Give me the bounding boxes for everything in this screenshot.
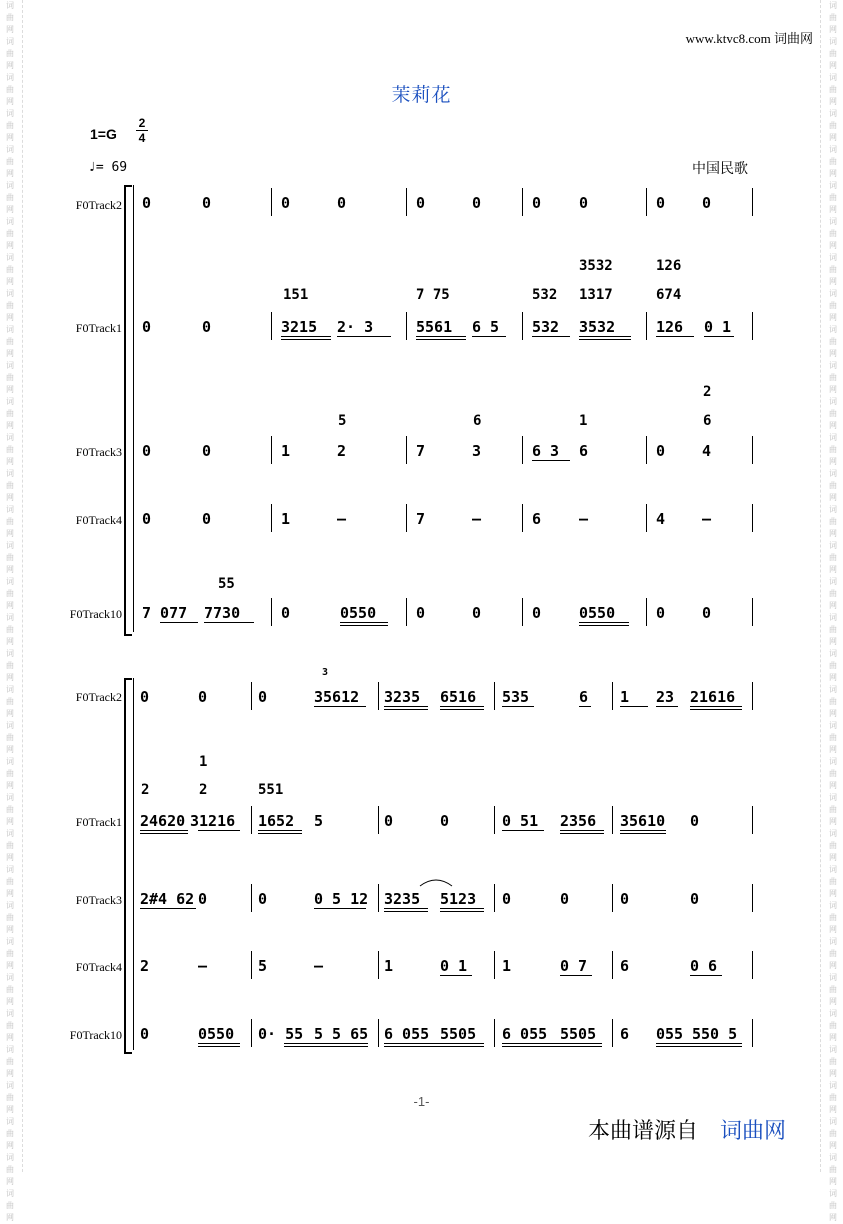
barline <box>522 504 523 532</box>
beam <box>284 1043 368 1044</box>
note: 0 <box>142 194 152 212</box>
note: 1 <box>281 510 291 528</box>
barline <box>251 884 252 912</box>
barline <box>406 504 407 532</box>
beam <box>416 339 466 340</box>
system-1-start-line <box>133 185 134 632</box>
note: 0 <box>202 510 212 528</box>
right-margin-rule <box>820 0 821 1172</box>
note: 7730 <box>204 604 241 622</box>
beam <box>560 975 592 976</box>
triplet-mark: 3 <box>322 667 329 678</box>
note: 0 <box>702 194 712 212</box>
note: 0 <box>416 604 426 622</box>
beam <box>314 908 366 909</box>
note: 5 5 65 <box>314 1025 369 1043</box>
barline <box>522 312 523 340</box>
note: 21616 <box>690 688 736 706</box>
beam <box>340 625 388 626</box>
note: 5 <box>258 957 268 975</box>
note: 0 <box>142 442 152 460</box>
note: 055 <box>656 1025 684 1043</box>
beam <box>560 830 604 831</box>
barline <box>378 806 379 834</box>
barline <box>646 312 647 340</box>
chord-note: 1 <box>579 413 588 429</box>
note: 0 <box>579 194 589 212</box>
note: – <box>198 957 208 975</box>
note: 35610 <box>620 812 666 830</box>
barline <box>378 682 379 710</box>
track-label: F0Track10 <box>69 607 122 621</box>
barline <box>612 1019 613 1047</box>
tempo-marking: ♩= 69 <box>88 160 128 175</box>
barline <box>406 598 407 626</box>
site-header[interactable]: www.ktvc8.com 词曲网 <box>685 31 813 46</box>
beam <box>579 706 591 707</box>
note: 0 <box>142 510 152 528</box>
barline <box>522 598 523 626</box>
barline <box>378 951 379 979</box>
barline <box>612 806 613 834</box>
barline <box>271 436 272 464</box>
note: 0· 55 <box>258 1025 304 1043</box>
beam <box>579 339 631 340</box>
chord-note: 1 <box>199 754 208 770</box>
beam <box>502 830 544 831</box>
note: 0 <box>140 1025 150 1043</box>
system-1-brace <box>124 185 132 636</box>
note: 126 <box>656 318 684 336</box>
note: 6 055 <box>502 1025 548 1043</box>
barline <box>522 436 523 464</box>
note: 31216 <box>190 812 236 830</box>
beam <box>314 706 366 707</box>
note: 7 <box>416 510 426 528</box>
barline <box>646 598 647 626</box>
beam <box>384 911 428 912</box>
barline <box>494 682 495 710</box>
key-signature: 1=G <box>90 126 117 142</box>
barline <box>612 951 613 979</box>
beam <box>258 830 302 831</box>
note: 0 <box>281 194 291 212</box>
beam <box>690 709 742 710</box>
note: 5505 <box>440 1025 477 1043</box>
note: 2 <box>140 957 150 975</box>
note: 0550 <box>340 604 377 622</box>
source-brand-link[interactable]: 词曲网 <box>720 1119 787 1144</box>
beam <box>656 706 678 707</box>
note: 550 5 <box>692 1025 738 1043</box>
note: 0 1 <box>440 957 468 975</box>
beam <box>140 908 196 909</box>
page-number: -1- <box>413 1094 430 1109</box>
note: – <box>702 510 712 528</box>
note: 0 <box>142 318 152 336</box>
note: 1 <box>281 442 291 460</box>
note: 0 <box>202 442 212 460</box>
note: 532 <box>532 318 560 336</box>
note: 35612 <box>314 688 360 706</box>
note: 0 <box>656 194 666 212</box>
barline <box>752 436 753 464</box>
note: 2 <box>337 442 347 460</box>
barline <box>494 951 495 979</box>
track-label: F0Track2 <box>75 690 122 704</box>
note: 0 <box>502 890 512 908</box>
beam <box>198 1043 240 1044</box>
note: 0 <box>202 194 212 212</box>
note: 0550 <box>198 1025 235 1043</box>
note: 0 5 12 <box>314 890 369 908</box>
barline <box>752 1019 753 1047</box>
chord-note: 2 <box>703 384 712 400</box>
note: 0 1 <box>704 318 732 336</box>
tie-arc <box>418 874 454 888</box>
left-watermark: 词曲网词曲网词曲网词曲网词曲网词曲网词曲网词曲网词曲网词曲网词曲网词曲网词曲网词曲网词曲网词曲网词曲网词曲网词曲网词曲网词曲网词曲网词曲网词曲网词曲网词曲网词曲网词曲网词曲网词曲网词曲网词曲网词曲网词曲网 <box>6 1 14 1222</box>
chord-note: 3532 <box>579 258 613 274</box>
beam <box>384 908 428 909</box>
barline <box>752 884 753 912</box>
track-label: F0Track1 <box>75 321 122 335</box>
beam <box>502 1046 602 1047</box>
note: 6 <box>532 510 542 528</box>
barline <box>752 188 753 216</box>
note: 4 <box>656 510 666 528</box>
note: 6 055 <box>384 1025 430 1043</box>
note: 3215 <box>281 318 318 336</box>
system-2-start-line <box>133 678 134 1050</box>
beam <box>384 706 428 707</box>
note: 0 <box>702 604 712 622</box>
beam <box>204 622 254 623</box>
barline <box>612 682 613 710</box>
barline <box>494 806 495 834</box>
note: 0550 <box>579 604 616 622</box>
beam <box>140 833 188 834</box>
chord-note: 7 75 <box>416 287 450 303</box>
note: 6 <box>579 688 589 706</box>
note: 0 <box>198 890 208 908</box>
note: – <box>337 510 347 528</box>
beam <box>198 830 240 831</box>
note: 0 <box>440 812 450 830</box>
beam <box>281 336 331 337</box>
beam <box>579 622 629 623</box>
note: 0 <box>198 688 208 706</box>
note: 535 <box>502 688 530 706</box>
beam <box>502 1043 602 1044</box>
song-title: 茉莉花 <box>391 84 452 106</box>
chord-note: 151 <box>283 287 309 303</box>
beam <box>140 830 188 831</box>
chord-note: 55 <box>218 576 235 592</box>
note: 3532 <box>579 318 616 336</box>
beam <box>284 1046 368 1047</box>
barline <box>271 188 272 216</box>
note: 0 <box>560 890 570 908</box>
barline <box>522 188 523 216</box>
beam <box>440 709 484 710</box>
beam <box>620 830 666 831</box>
note: 0 <box>281 604 291 622</box>
time-signature <box>136 116 148 145</box>
chord-note: 1317 <box>579 287 613 303</box>
note: 5123 <box>440 890 477 908</box>
note: 0 <box>140 688 150 706</box>
note: 0 51 <box>502 812 539 830</box>
chord-note: 551 <box>258 782 284 798</box>
note: 2356 <box>560 812 597 830</box>
note: 6 3 <box>532 442 560 460</box>
note: 5505 <box>560 1025 597 1043</box>
beam <box>656 336 694 337</box>
track-label: F0Track3 <box>75 445 122 459</box>
barline <box>494 1019 495 1047</box>
beam <box>440 975 472 976</box>
note: 6516 <box>440 688 477 706</box>
beam <box>160 622 198 623</box>
beam <box>532 336 570 337</box>
note: 0 <box>532 604 542 622</box>
barline <box>494 884 495 912</box>
note: 0 <box>620 890 630 908</box>
track-label: F0Track3 <box>75 893 122 907</box>
track-label: F0Track10 <box>69 1028 122 1042</box>
track-label: F0Track2 <box>75 198 122 212</box>
right-watermark: 词曲网词曲网词曲网词曲网词曲网词曲网词曲网词曲网词曲网词曲网词曲网词曲网词曲网词曲网词曲网词曲网词曲网词曲网词曲网词曲网词曲网词曲网词曲网词曲网词曲网词曲网词曲网词曲网词曲网词曲网词曲网词曲网词曲网词曲网 <box>829 1 837 1222</box>
beam <box>656 1043 742 1044</box>
note: 0 <box>472 194 482 212</box>
note: – <box>472 510 482 528</box>
composer: 中国民歌 <box>692 162 748 177</box>
source-text: 本曲谱源自 <box>588 1119 699 1144</box>
source-credit <box>588 1114 786 1145</box>
beam <box>690 975 722 976</box>
note: 0 <box>690 812 700 830</box>
beam <box>281 339 331 340</box>
note: 0 <box>258 890 268 908</box>
note: 0 <box>384 812 394 830</box>
note: 0 <box>532 194 542 212</box>
note: 2#4 62 <box>140 890 195 908</box>
note: 6 <box>620 1025 630 1043</box>
time-top: 2 <box>138 116 146 130</box>
chord-note: 126 <box>656 258 682 274</box>
barline <box>752 806 753 834</box>
beam <box>704 336 734 337</box>
chord-note: 674 <box>656 287 682 303</box>
beam <box>337 336 391 337</box>
track-label: F0Track1 <box>75 815 122 829</box>
beam <box>532 460 570 461</box>
beam <box>502 706 534 707</box>
barline <box>646 188 647 216</box>
barline <box>752 951 753 979</box>
barline <box>406 312 407 340</box>
note: 0 <box>472 604 482 622</box>
beam <box>416 336 466 337</box>
note: 7 <box>416 442 426 460</box>
barline <box>378 884 379 912</box>
beam <box>198 1046 240 1047</box>
barline <box>752 504 753 532</box>
beam <box>440 911 484 912</box>
barline <box>752 312 753 340</box>
barline <box>612 884 613 912</box>
note: 6 <box>620 957 630 975</box>
note: 0 <box>656 604 666 622</box>
chord-note: 2 <box>141 782 150 798</box>
beam <box>560 833 604 834</box>
note: 6 <box>579 442 589 460</box>
beam <box>440 706 484 707</box>
note: 1 <box>384 957 394 975</box>
system-2-brace <box>124 678 132 1054</box>
chord-note: 6 <box>703 413 712 429</box>
chord-note: 6 <box>473 413 482 429</box>
note: 24620 <box>140 812 186 830</box>
track-label: F0Track4 <box>75 960 122 974</box>
beam <box>579 625 629 626</box>
note: 5 <box>314 812 324 830</box>
note: 0 6 <box>690 957 718 975</box>
barline <box>752 598 753 626</box>
barline <box>406 436 407 464</box>
chord-note: 2 <box>199 782 208 798</box>
note: 3 <box>472 442 482 460</box>
note: 3235 <box>384 688 421 706</box>
note: 0 <box>416 194 426 212</box>
beam <box>620 706 648 707</box>
barline <box>251 1019 252 1047</box>
note: 2· 3 <box>337 318 374 336</box>
beam <box>472 336 506 337</box>
note: 0 <box>337 194 347 212</box>
beam <box>440 908 484 909</box>
track-label: F0Track4 <box>75 513 122 527</box>
barline <box>271 598 272 626</box>
beam <box>620 833 666 834</box>
note: – <box>579 510 589 528</box>
beam <box>579 336 631 337</box>
time-bottom: 4 <box>138 131 146 145</box>
note: 7 077 <box>142 604 188 622</box>
note: 6 5 <box>472 318 500 336</box>
note: 4 <box>702 442 712 460</box>
chord-note: 5 <box>338 413 347 429</box>
note: 1 <box>502 957 512 975</box>
note: 1652 <box>258 812 295 830</box>
barline <box>271 312 272 340</box>
note: 5561 <box>416 318 453 336</box>
barline <box>251 806 252 834</box>
note: 3235 <box>384 890 421 908</box>
note: 0 <box>690 890 700 908</box>
beam <box>656 1046 742 1047</box>
barline <box>646 436 647 464</box>
note: 0 <box>656 442 666 460</box>
beam <box>384 1046 484 1047</box>
barline <box>646 504 647 532</box>
left-margin-rule <box>22 0 23 1172</box>
barline <box>251 951 252 979</box>
note: 0 <box>202 318 212 336</box>
chord-note: 532 <box>532 287 558 303</box>
note: 0 <box>258 688 268 706</box>
note: 1 <box>620 688 630 706</box>
beam <box>384 709 428 710</box>
beam <box>258 833 302 834</box>
barline <box>271 504 272 532</box>
note: – <box>314 957 324 975</box>
barline <box>251 682 252 710</box>
beam <box>690 706 742 707</box>
barline <box>752 682 753 710</box>
barline <box>378 1019 379 1047</box>
note: 23 <box>656 688 675 706</box>
beam <box>384 1043 484 1044</box>
note: 0 7 <box>560 957 588 975</box>
barline <box>406 188 407 216</box>
beam <box>340 622 388 623</box>
